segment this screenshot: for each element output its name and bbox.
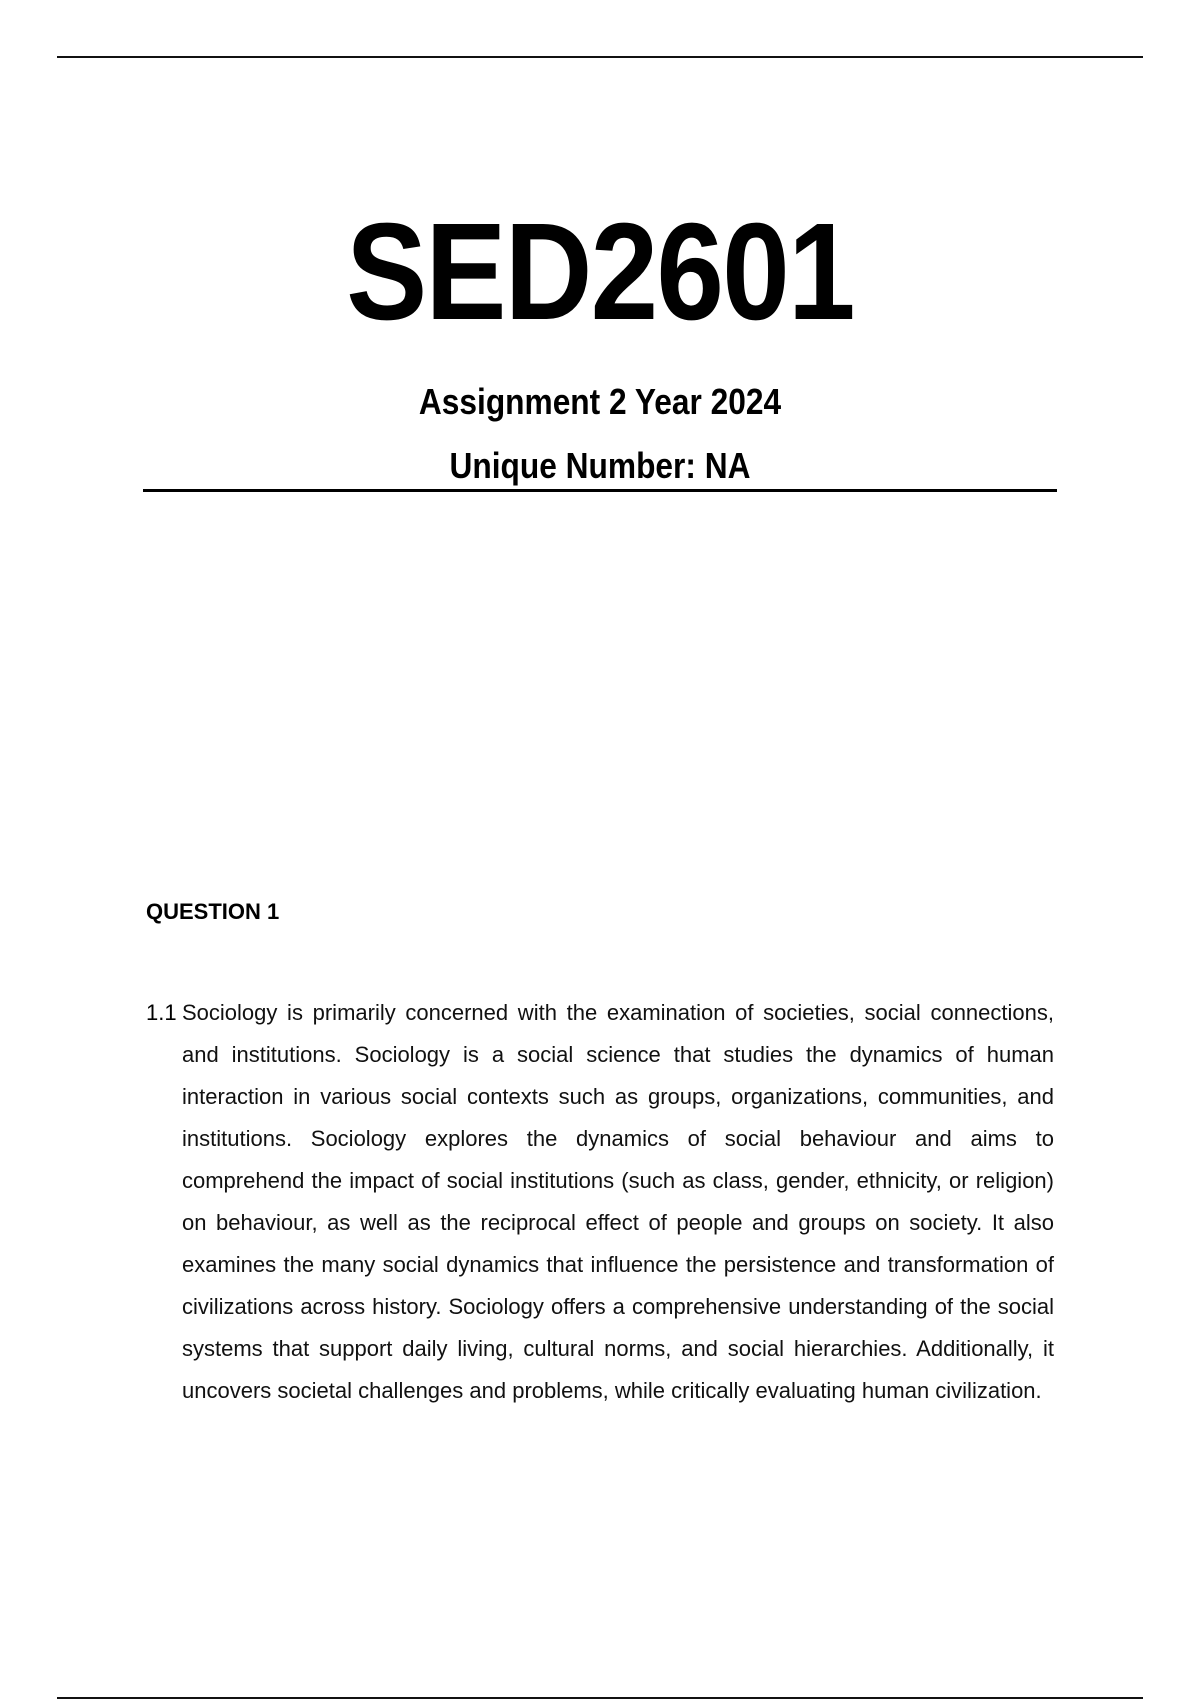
course-code-title: SED2601 [346, 195, 854, 349]
answer-number: 1.1 [146, 1000, 177, 1025]
answer-text: Sociology is primarily concerned with the examination of societies, social connections, and institutions. Sociology is a social science that studies the dynamics of human interaction in various social contexts such as groups, organizations, communities, and institutions. Sociology explores the dynamics of social behaviour and aims to comprehend the impact of social institutions (such as class, gender, ethnicity, or religion) on behaviour, as well as the reciprocal effect of people and groups on society. It also examines the many social dynamics that influence the persistence and transformation of civilizations across history. Sociology offers a comprehensive understanding of the social systems that support daily living, cultural norms, and social hierarchies. Additionally, it uncovers societal challenges and problems, while critically evaluating human civilization. [182, 1000, 1054, 1403]
unique-number-subtitle: Unique Number: NA [449, 445, 751, 486]
assignment-subtitle: Assignment 2 Year 2024 [418, 381, 782, 422]
title-underline [143, 489, 1057, 492]
answer-paragraph [146, 992, 1054, 1412]
question-heading: QUESTION 1 [146, 899, 280, 924]
header-rule [57, 56, 1143, 58]
footer-rule [57, 1697, 1143, 1699]
